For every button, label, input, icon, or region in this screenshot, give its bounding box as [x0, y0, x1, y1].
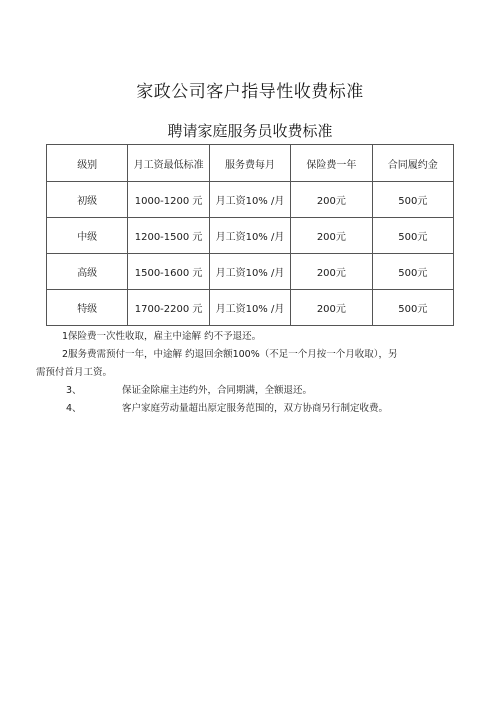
document-title: 家政公司客户指导性收费标准 — [136, 82, 364, 102]
cell-service-fee: 月工资10% /月 — [209, 290, 290, 326]
header-service-fee: 服务费每月 — [209, 145, 290, 182]
table-row — [47, 218, 454, 254]
table-header-row — [47, 145, 454, 182]
table-row — [47, 290, 454, 326]
cell-deposit: 500元 — [372, 218, 453, 254]
note-2: 2服务费需预付一年，中途解 约退回余额100%（不足一个月按一个月收取），另 — [62, 349, 398, 360]
note-3 — [62, 382, 452, 400]
header-deposit: 合同履约金 — [372, 145, 453, 182]
note-4 — [62, 400, 452, 418]
cell-insurance: 200元 — [291, 290, 372, 326]
cell-insurance: 200元 — [291, 182, 372, 218]
header-level: 级别 — [47, 145, 128, 182]
cell-service-fee: 月工资10% /月 — [209, 182, 290, 218]
header-min-salary: 月工资最低标准 — [128, 145, 209, 182]
note-3-number: 3、 — [66, 385, 82, 396]
cell-insurance: 200元 — [291, 254, 372, 290]
note-4-number: 4、 — [66, 403, 82, 414]
cell-deposit: 500元 — [372, 182, 453, 218]
cell-level: 高级 — [47, 254, 128, 290]
header-insurance: 保险费一年 — [291, 145, 372, 182]
note-3-text: 保证金除雇主违约外，合同期满，全额退还。 — [122, 385, 313, 396]
cell-level: 初级 — [47, 182, 128, 218]
table-title: 聘请家庭服务员收费标准 — [167, 122, 333, 140]
note-1: 1保险费一次性收取，雇主中途解 约不予退还。 — [62, 331, 262, 342]
cell-service-fee: 月工资10% /月 — [209, 218, 290, 254]
cell-min-salary: 1000-1200 元 — [128, 182, 209, 218]
table-row — [47, 182, 454, 218]
cell-insurance: 200元 — [291, 218, 372, 254]
cell-level: 中级 — [47, 218, 128, 254]
note-4-text: 客户家庭劳动量超出原定服务范围的，双方协商另行制定收费。 — [122, 403, 389, 414]
cell-min-salary: 1200-1500 元 — [128, 218, 209, 254]
note-2-continued: 需预付首月工资。 — [36, 367, 113, 378]
cell-min-salary: 1500-1600 元 — [128, 254, 209, 290]
notes-section — [36, 328, 452, 418]
fee-table — [46, 144, 454, 326]
cell-level: 特级 — [47, 290, 128, 326]
cell-service-fee: 月工资10% /月 — [209, 254, 290, 290]
cell-deposit: 500元 — [372, 254, 453, 290]
cell-deposit: 500元 — [372, 290, 453, 326]
table-row — [47, 254, 454, 290]
cell-min-salary: 1700-2200 元 — [128, 290, 209, 326]
